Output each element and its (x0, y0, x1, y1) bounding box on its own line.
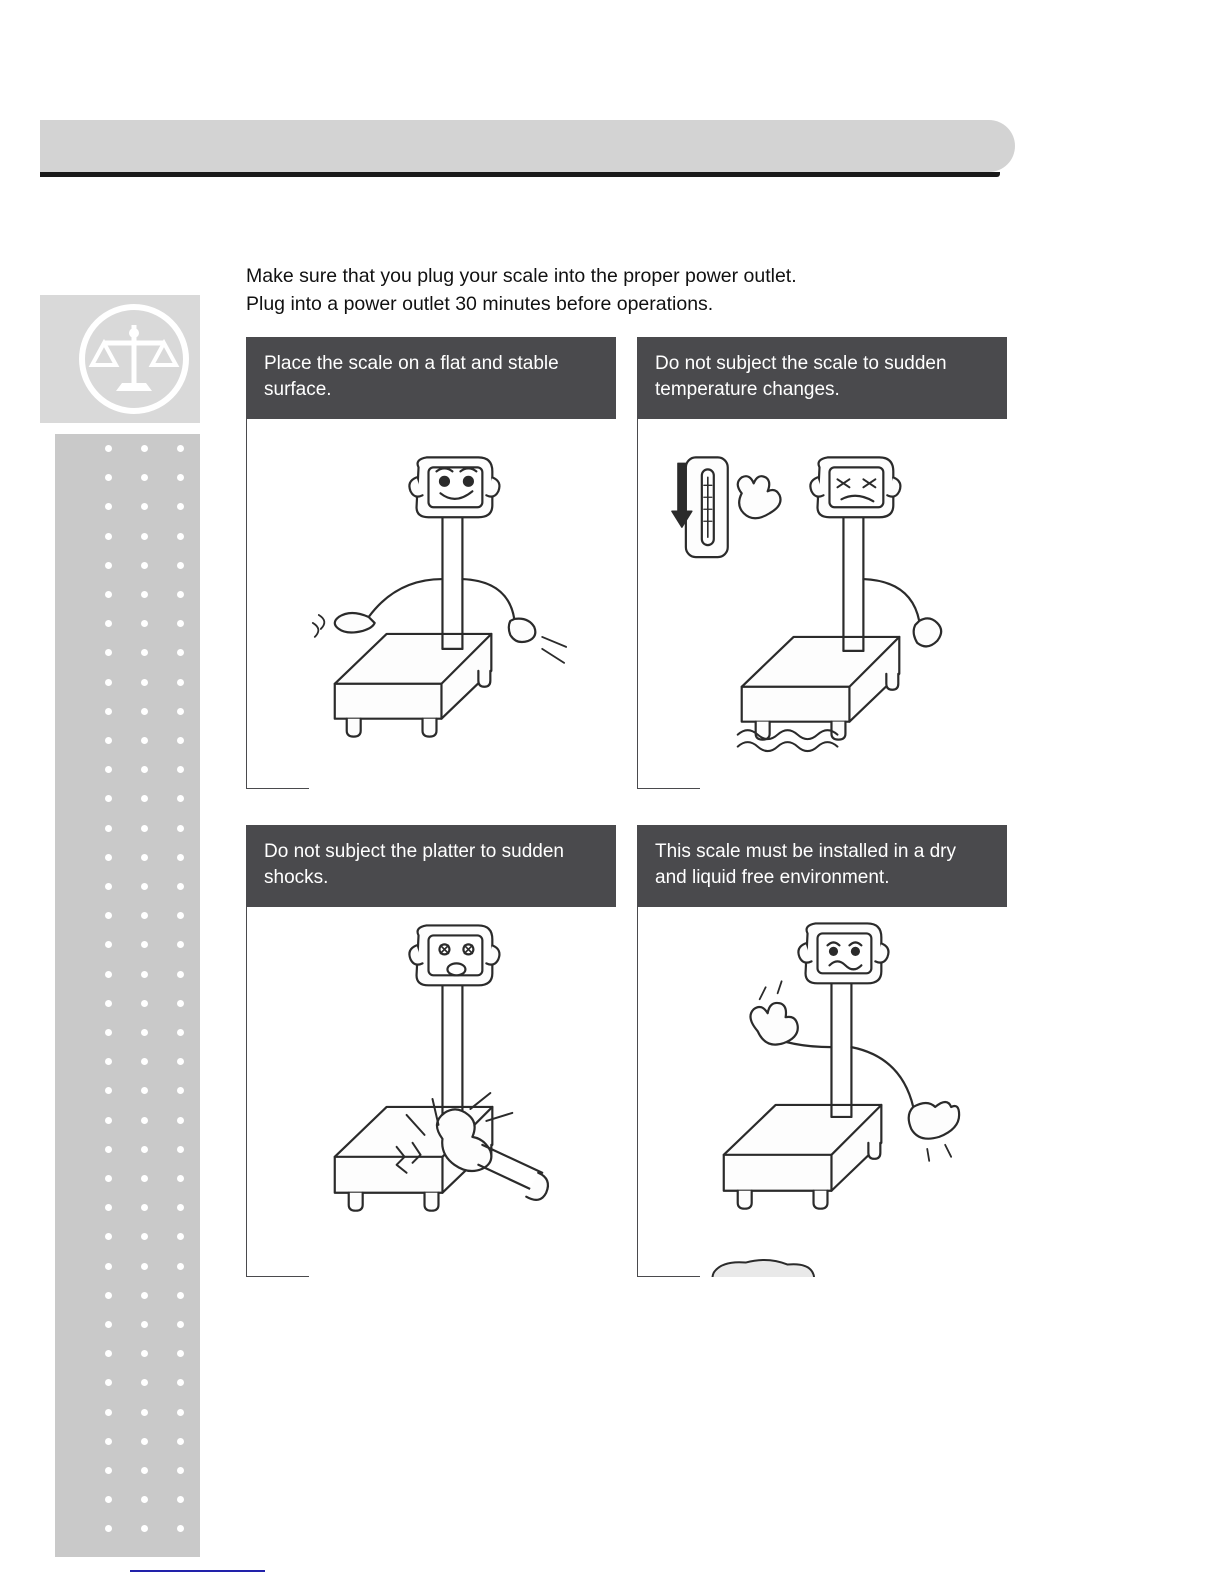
sidebar-dot (177, 1292, 184, 1299)
sidebar-dot (105, 1292, 112, 1299)
sidebar-dot (177, 1525, 184, 1532)
sidebar-dot (105, 1496, 112, 1503)
sidebar-dot (105, 1263, 112, 1270)
scale-character-with-thermometer-icon (638, 419, 1007, 789)
sidebar-dot (177, 679, 184, 686)
sidebar-dot-grid (55, 434, 200, 1557)
sidebar-dot (141, 533, 148, 540)
sidebar-dot (177, 474, 184, 481)
footer-link[interactable] (130, 1570, 265, 1572)
sidebar-dot (177, 620, 184, 627)
sidebar-dot (177, 1058, 184, 1065)
sidebar-dot (177, 1029, 184, 1036)
sidebar-dot (177, 971, 184, 978)
sidebar-dot (105, 1029, 112, 1036)
sidebar-dot (141, 766, 148, 773)
sidebar-dot (177, 912, 184, 919)
sidebar-dot (141, 1058, 148, 1065)
sidebar-dot (141, 1292, 148, 1299)
fist-striking-platter-icon (247, 907, 616, 1277)
sidebar-dot (105, 941, 112, 948)
sidebar-dot (177, 795, 184, 802)
sidebar-dot (105, 1204, 112, 1211)
sidebar-dot (141, 912, 148, 919)
sidebar-dot (141, 1233, 148, 1240)
sidebar-dot (177, 1000, 184, 1007)
sidebar-dot (141, 1117, 148, 1124)
sidebar-dot (105, 1000, 112, 1007)
sidebar-dot (105, 649, 112, 656)
sidebar-dot (105, 883, 112, 890)
sidebar-dot (177, 883, 184, 890)
sidebar-dot (105, 445, 112, 452)
sidebar-dot (177, 649, 184, 656)
sidebar-dot (141, 1321, 148, 1328)
sidebar-dot (105, 679, 112, 686)
sidebar-dot (177, 1087, 184, 1094)
sidebar-dot (105, 708, 112, 715)
page-header-bar (40, 120, 1015, 172)
sidebar-dot (105, 854, 112, 861)
panel-caption: Do not subject the scale to sudden temperature changes. (637, 337, 1007, 419)
sidebar-dot (105, 1409, 112, 1416)
sidebar-dot (177, 591, 184, 598)
sidebar-dot (141, 1087, 148, 1094)
panel-shocks (246, 825, 616, 1277)
sidebar-dot (105, 1438, 112, 1445)
sidebar-dot (141, 825, 148, 832)
sidebar-dot (105, 1350, 112, 1357)
sidebar-dot (105, 620, 112, 627)
sidebar-dot (105, 825, 112, 832)
sidebar-dot (105, 1175, 112, 1182)
sidebar-dot (141, 854, 148, 861)
sidebar-dot (105, 1146, 112, 1153)
sidebar-dot (141, 795, 148, 802)
sidebar-dot (177, 1379, 184, 1386)
sidebar-dot (177, 503, 184, 510)
page-header-rule (40, 172, 1000, 177)
sidebar-dot (105, 766, 112, 773)
sidebar-dot (105, 1321, 112, 1328)
sidebar-dot (177, 445, 184, 452)
sidebar-dot (105, 971, 112, 978)
sidebar-dot (141, 883, 148, 890)
sidebar-dot (105, 1233, 112, 1240)
sidebar-dot (141, 1146, 148, 1153)
sidebar-dot (141, 971, 148, 978)
sidebar-dot (141, 1000, 148, 1007)
sidebar-dot (141, 1525, 148, 1532)
panel-liquid-free (637, 825, 1007, 1277)
sidebar-dot (141, 649, 148, 656)
sidebar-dot (105, 1379, 112, 1386)
sidebar-dot (141, 1029, 148, 1036)
sidebar-dot (105, 912, 112, 919)
sidebar-dot (141, 679, 148, 686)
panel-caption: Place the scale on a flat and stable surface. (246, 337, 616, 419)
sidebar-dot (105, 562, 112, 569)
sidebar-dot (177, 1233, 184, 1240)
sidebar-dot (105, 1117, 112, 1124)
sidebar-dot (177, 1409, 184, 1416)
sidebar-dot (177, 1117, 184, 1124)
sidebar-dot (105, 591, 112, 598)
sidebar-dot (141, 1175, 148, 1182)
sidebar-dot (177, 533, 184, 540)
sidebar-dot (141, 1379, 148, 1386)
panel-caption: This scale must be installed in a dry and liquid free environment. (637, 825, 1007, 907)
panel-illustration-area (637, 419, 1007, 789)
sidebar-dot (141, 1467, 148, 1474)
sidebar-dot (141, 737, 148, 744)
sidebar-dot (177, 1496, 184, 1503)
sidebar-dot (141, 1496, 148, 1503)
sidebar-dot (177, 1146, 184, 1153)
sidebar-dot (141, 1350, 148, 1357)
panel-temperature (637, 337, 1007, 789)
sidebar-dot (177, 1467, 184, 1474)
sidebar-dot (177, 708, 184, 715)
panel-illustration-area (637, 907, 1007, 1277)
sidebar-dot (141, 1263, 148, 1270)
sidebar-dot (141, 620, 148, 627)
sidebar-dot (141, 474, 148, 481)
sidebar-dot (141, 941, 148, 948)
sidebar-dot (177, 737, 184, 744)
sidebar-dot (141, 1438, 148, 1445)
sidebar-dot (141, 708, 148, 715)
panel-illustration-area (246, 907, 616, 1277)
panel-flat-surface (246, 337, 616, 789)
sidebar-dot (141, 1409, 148, 1416)
sidebar-dot (105, 1058, 112, 1065)
sidebar-dot (177, 1204, 184, 1211)
sidebar-dot (177, 854, 184, 861)
scale-character-with-liquid-spill-icon (638, 907, 1007, 1277)
sidebar-dot (177, 825, 184, 832)
scale-character-on-flat-surface-icon (247, 419, 616, 789)
sidebar-dot (141, 445, 148, 452)
sidebar-logo-box (40, 295, 200, 423)
sidebar-dot (105, 503, 112, 510)
sidebar-dot (105, 795, 112, 802)
sidebar-dot (177, 766, 184, 773)
sidebar-dot (177, 1321, 184, 1328)
sidebar-dot (141, 562, 148, 569)
sidebar-dot (105, 737, 112, 744)
intro-text (246, 262, 1006, 318)
sidebar-dot (141, 591, 148, 598)
panel-caption: Do not subject the platter to sudden shocks. (246, 825, 616, 907)
sidebar-dot (105, 533, 112, 540)
sidebar-dot (177, 1438, 184, 1445)
intro-line-2: Plug into a power outlet 30 minutes before operations. (246, 293, 714, 315)
intro-line-1: Make sure that you plug your scale into the proper power outlet. (246, 265, 797, 287)
sidebar-dot (177, 562, 184, 569)
sidebar-dot (105, 1467, 112, 1474)
sidebar-dot (177, 1350, 184, 1357)
sidebar-dot (105, 1087, 112, 1094)
sidebar-dot (105, 1525, 112, 1532)
balance-scale-icon (78, 303, 190, 415)
sidebar-dot (141, 1204, 148, 1211)
panel-illustration-area (246, 419, 616, 789)
sidebar-dot (177, 941, 184, 948)
sidebar-dot (177, 1175, 184, 1182)
sidebar-dot (141, 503, 148, 510)
sidebar-dot (105, 474, 112, 481)
sidebar-dot (177, 1263, 184, 1270)
